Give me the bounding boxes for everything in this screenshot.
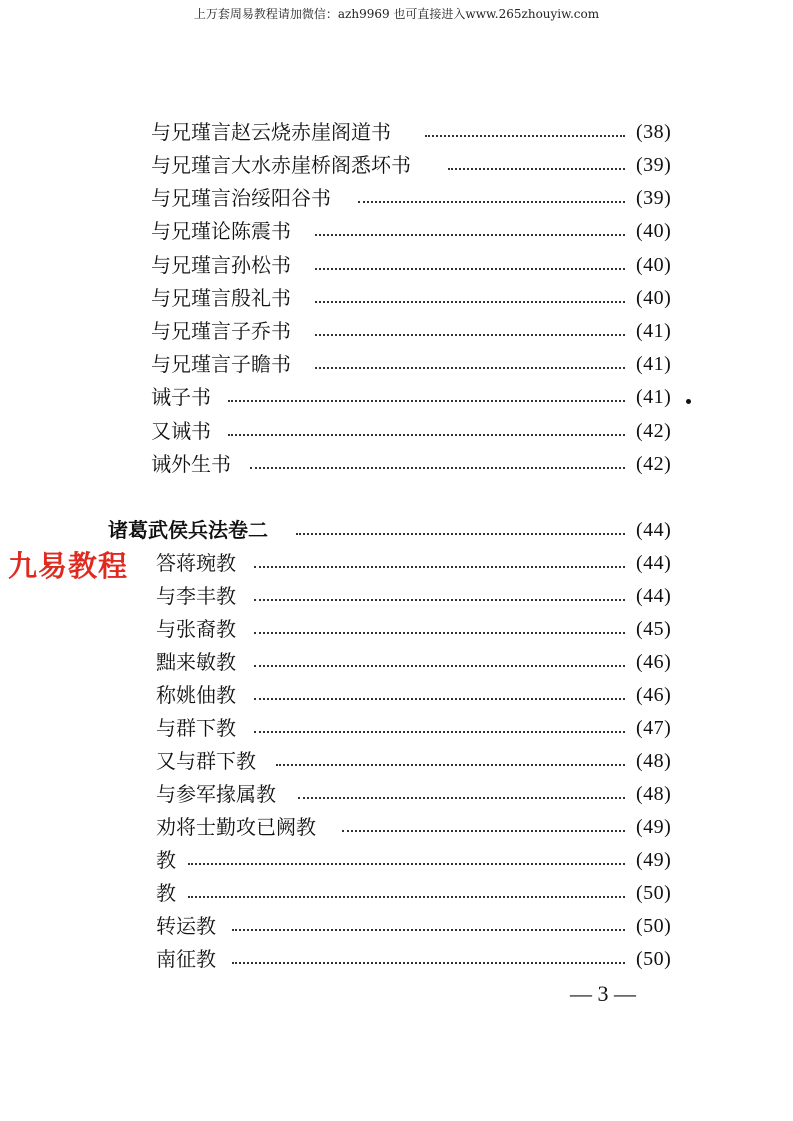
toc-entry (0, 283, 793, 313)
toc-entry-page: (44) (636, 552, 672, 574)
toc-entry-title: 南征教 (156, 947, 216, 971)
toc-entry-title: 教 (156, 881, 176, 905)
toc-entry (0, 812, 793, 842)
dot-leader (250, 467, 625, 469)
dot-leader (342, 830, 625, 832)
dot-leader (188, 863, 625, 865)
toc-entry (0, 117, 793, 147)
dot-leader (254, 698, 625, 700)
toc-entry-title: 与李丰教 (156, 584, 236, 608)
section-page: (44) (636, 519, 672, 541)
toc-entry (0, 713, 793, 743)
dot-leader (254, 599, 625, 601)
toc-entry-page: (50) (636, 948, 672, 970)
toc-entry-page: (50) (636, 882, 672, 904)
toc-entry-title: 与兄瑾言大水赤崖桥阁悉坏书 (151, 153, 411, 177)
toc-entry-page: (39) (636, 154, 672, 176)
toc-entry-title: 与群下教 (156, 716, 236, 740)
toc-entry-page: (42) (636, 420, 672, 442)
toc-entry (0, 911, 793, 941)
toc-entry (0, 250, 793, 280)
toc-entry-page: (41) (636, 386, 672, 408)
toc-entry-title: 与张裔教 (156, 617, 236, 641)
toc-entry (0, 647, 793, 677)
dot-leader (358, 201, 625, 203)
toc-entry-title: 又与群下教 (156, 749, 256, 773)
toc-entry-title: 与兄瑾言子瞻书 (151, 352, 291, 376)
dot-leader (254, 566, 625, 568)
toc-entry (0, 382, 793, 412)
toc-entry-title: 又诫书 (151, 419, 211, 443)
toc-entry-page: (48) (636, 783, 672, 805)
dot-leader (296, 533, 625, 535)
toc-entry (0, 548, 793, 578)
toc-entry-page: (46) (636, 651, 672, 673)
toc-entry-page: (41) (636, 353, 672, 375)
toc-entry-title: 教 (156, 848, 176, 872)
toc-entry-page: (41) (636, 320, 672, 342)
stray-dot-mark (686, 399, 691, 404)
toc-entry-title: 称姚伷教 (156, 683, 236, 707)
toc-entry-title: 与兄瑾论陈震书 (151, 219, 291, 243)
toc-entry (0, 878, 793, 908)
toc-entry (0, 449, 793, 479)
toc-entry-page: (42) (636, 453, 672, 475)
toc-entry-page: (40) (636, 220, 672, 242)
toc-entry (0, 216, 793, 246)
toc-entry (0, 316, 793, 346)
toc-entry-page: (50) (636, 915, 672, 937)
toc-entry (0, 746, 793, 776)
header-notice: 上万套周易教程请加微信：azh9969 也可直接进入www.265zhouyiw.com (193, 7, 600, 21)
toc-entry-title: 诫外生书 (151, 452, 231, 476)
toc-section-heading (0, 515, 793, 545)
dot-leader (315, 301, 625, 303)
dot-leader (228, 434, 625, 436)
page-number: — 3 — (570, 981, 636, 1006)
toc-entry-page: (45) (636, 618, 672, 640)
toc-entry-page: (40) (636, 287, 672, 309)
toc-entry-title: 答蒋琬教 (156, 551, 236, 575)
toc-entry-title: 与兄瑾言赵云烧赤崖阁道书 (151, 120, 391, 144)
toc-entry (0, 349, 793, 379)
toc-entry-page: (49) (636, 849, 672, 871)
dot-leader (232, 929, 625, 931)
toc-entry-page: (44) (636, 585, 672, 607)
dot-leader (232, 962, 625, 964)
dot-leader (254, 665, 625, 667)
toc-entry (0, 150, 793, 180)
dot-leader (254, 632, 625, 634)
dot-leader (425, 135, 625, 137)
toc-entry-page: (39) (636, 187, 672, 209)
dot-leader (315, 367, 625, 369)
toc-entry (0, 183, 793, 213)
toc-entry-title: 黜来敏教 (156, 650, 236, 674)
toc-entry-page: (47) (636, 717, 672, 739)
dot-leader (315, 334, 625, 336)
toc-entry-title: 与兄瑾言孙松书 (151, 253, 291, 277)
dot-leader (228, 400, 625, 402)
toc-entry (0, 779, 793, 809)
dot-leader (188, 896, 625, 898)
toc-entry (0, 614, 793, 644)
toc-entry-page: (40) (636, 254, 672, 276)
dot-leader (315, 268, 625, 270)
toc-entry-title: 诫子书 (151, 385, 211, 409)
toc-entry-title: 与参军掾属教 (156, 782, 276, 806)
toc-entry (0, 581, 793, 611)
dot-leader (448, 168, 625, 170)
toc-entry-title: 转运教 (156, 914, 216, 938)
dot-leader (298, 797, 625, 799)
toc-entry (0, 845, 793, 875)
toc-entry-title: 与兄瑾言子乔书 (151, 319, 291, 343)
toc-entry-page: (38) (636, 121, 672, 143)
toc-entry-page: (49) (636, 816, 672, 838)
toc-entry-page: (48) (636, 750, 672, 772)
dot-leader (276, 764, 625, 766)
toc-entry (0, 680, 793, 710)
toc-entry-title: 劝将士勤攻已阙教 (156, 815, 316, 839)
toc-entry-title: 与兄瑾言殷礼书 (151, 286, 291, 310)
toc-entry (0, 416, 793, 446)
dot-leader (254, 731, 625, 733)
toc-entry-page: (46) (636, 684, 672, 706)
watermark-text: 九易教程 (8, 549, 129, 583)
dot-leader (315, 234, 625, 236)
section-title: 诸葛武侯兵法卷二 (108, 518, 268, 542)
toc-entry (0, 944, 793, 974)
toc-entry-title: 与兄瑾言治绥阳谷书 (151, 186, 331, 210)
